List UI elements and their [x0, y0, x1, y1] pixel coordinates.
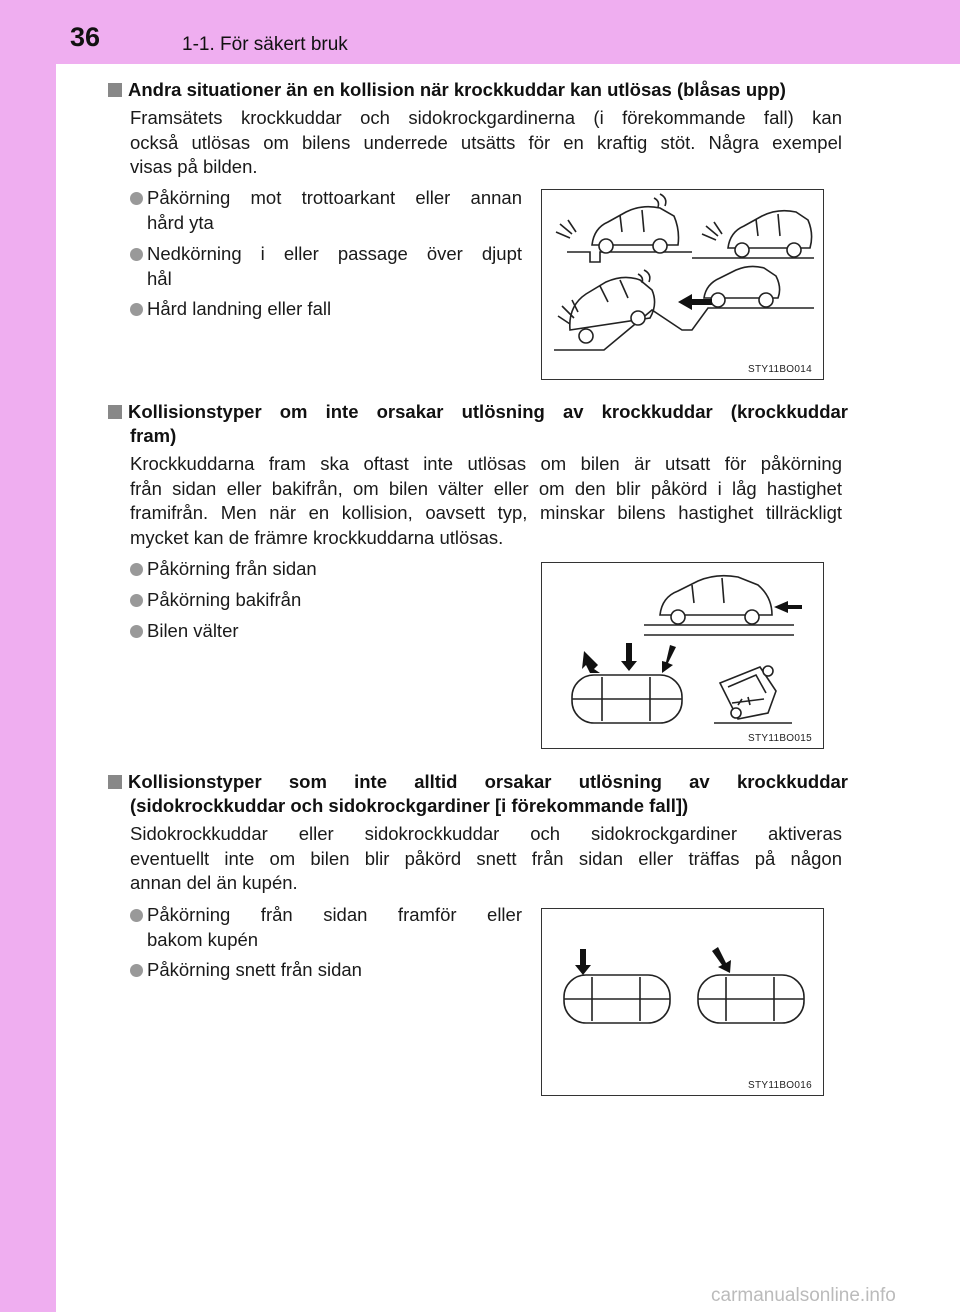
- figure-side-oblique-impacts: [541, 908, 824, 1096]
- bullet-dot-icon: [130, 192, 143, 205]
- section-title: 1-1. För säkert bruk: [182, 34, 348, 55]
- bullet-item: Nedkörning i eller passage över djupt hål: [130, 242, 522, 291]
- bullet-dot-icon: [130, 563, 143, 576]
- rear-impact-arrow-icon: [774, 601, 802, 613]
- motion-arrow-icon: [678, 294, 712, 310]
- non-deploy-collision-illustration: [542, 563, 825, 750]
- side-impact-arrow-icon: [582, 651, 600, 673]
- page-number: 36: [70, 22, 101, 52]
- bullet-dot-icon: [130, 964, 143, 977]
- bullet-dot-icon: [130, 909, 143, 922]
- bullet-item: Bilen välter: [130, 619, 470, 644]
- bullet-item: Påkörning mot trottoarkant eller annan hård yta: [130, 186, 522, 235]
- figure-code: STY11BO016: [748, 1080, 812, 1091]
- bullet-item: Hård landning eller fall: [130, 297, 522, 322]
- heading-square-icon: [108, 775, 122, 789]
- section-1-heading: Andra situationer än en kollision när krockkuddar kan utlösas (blåsas upp): [108, 78, 786, 102]
- bullet-dot-icon: [130, 625, 143, 638]
- heading-square-icon: [108, 83, 122, 97]
- section-1-paragraph: Framsätets krockkuddar och sidokrockgardinerna (i förekommande fall) kan också utlösas om bilens underrede utsätts för en kraftig stöt. Några exempel visas på bilden.: [130, 107, 842, 177]
- bullet-dot-icon: [130, 248, 143, 261]
- side-impact-arrow-icon: [662, 645, 676, 673]
- bullet-item: Påkörning snett från sidan: [130, 958, 522, 983]
- section-2-paragraph: Krockkuddarna fram ska oftast inte utlösas om bilen är utsatt för påkörning från sidan eller bakifrån, om bilen välter eller om den blir påkörd i låg hastighet framifrån. Men när en kollision, oavsett typ, minskar bilens hastighet tillräckligt mycket kan de främre krockkuddarna utlösas.: [130, 453, 842, 548]
- bullet-dot-icon: [130, 594, 143, 607]
- section-2-heading: Kollisionstyper om inte orsakar utlösning av krockkuddar (krockkuddar fram): [108, 400, 848, 448]
- figure-code: STY11BO015: [748, 733, 812, 744]
- figure-non-deploy-collisions: [541, 562, 824, 749]
- side-color-strip: [0, 0, 56, 1312]
- figure-underbody-impact: [541, 189, 824, 380]
- section-3-paragraph: Sidokrockkuddar eller sidokrockkuddar och sidokrockgardiner aktiveras eventuellt inte om bilen blir påkörd snett från sidan eller träffas på någon annan del än kupén.: [130, 823, 842, 893]
- side-impact-arrow-icon: [621, 643, 637, 671]
- section-3-heading: Kollisionstyper som inte alltid orsakar utlösning av krockkuddar (sidokrockkuddar och sidokrockgardiner [i förekommande fall]): [108, 770, 848, 818]
- bullet-item: Påkörning från sidan framför eller bakom kupén: [130, 903, 522, 952]
- bullet-item: Påkörning bakifrån: [130, 588, 470, 613]
- side-oblique-impact-illustration: [542, 909, 825, 1097]
- bullet-dot-icon: [130, 303, 143, 316]
- side-impact-arrow-icon: [575, 949, 591, 975]
- underbody-impact-illustration: [542, 190, 825, 381]
- watermark: carmanualsonline.info: [711, 1285, 896, 1306]
- figure-code: STY11BO014: [748, 364, 812, 375]
- oblique-impact-arrow-icon: [712, 947, 731, 973]
- bullet-item: Påkörning från sidan: [130, 557, 470, 582]
- heading-square-icon: [108, 405, 122, 419]
